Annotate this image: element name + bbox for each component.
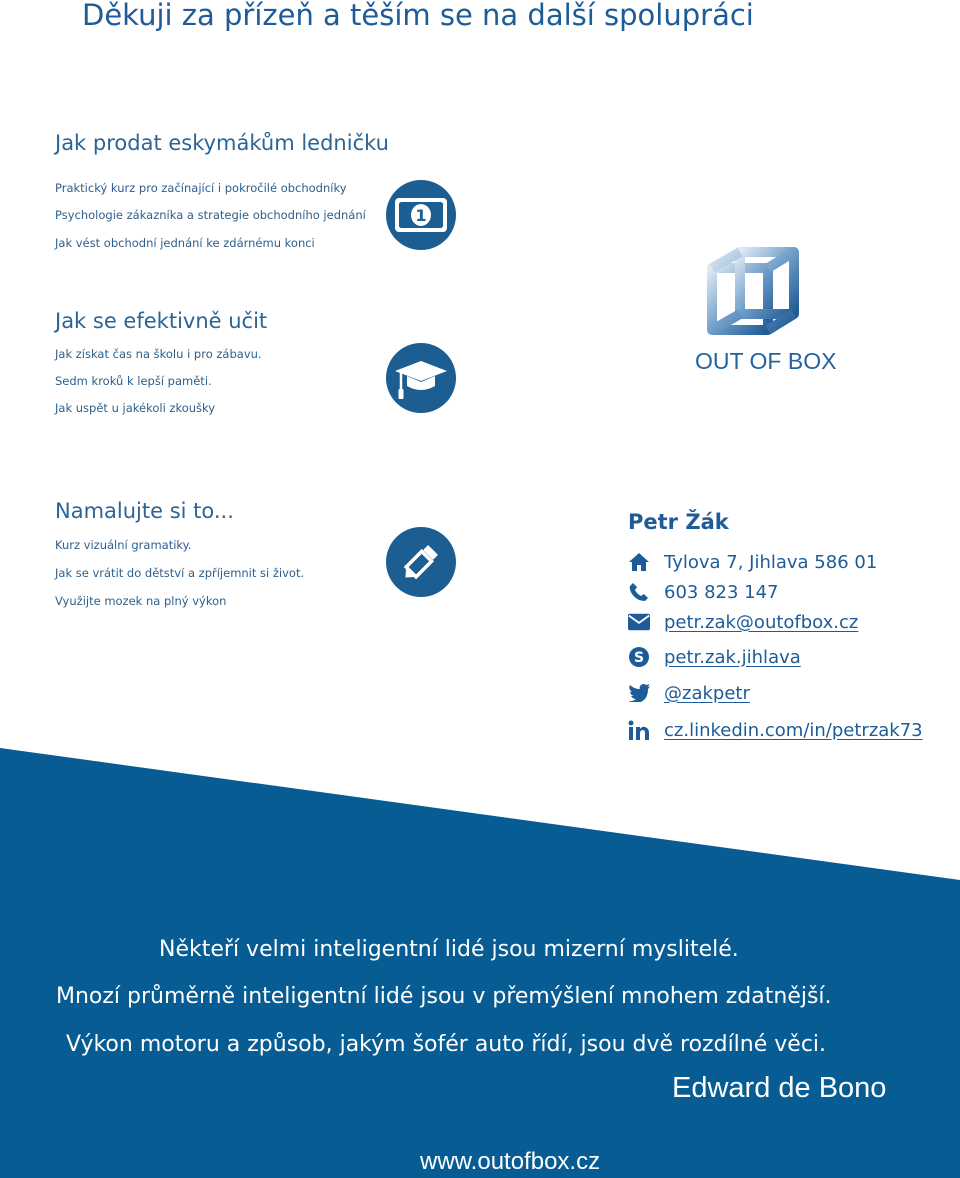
section-line: Psychologie zákazníka a strategie obchodního jednání	[55, 208, 366, 222]
contact-address: Tylova 7, Jihlava 586 01	[664, 551, 878, 573]
svg-text:1: 1	[415, 206, 427, 225]
section-title-sales: Jak prodat eskymákům ledničku	[55, 131, 389, 155]
section-line: Jak se vrátit do dětství a zpříjemnit si život.	[55, 566, 305, 580]
section-line: Jak uspět u jakékoli zkoušky	[55, 401, 216, 415]
contact-phone[interactable]: 603 823 147	[664, 581, 779, 603]
quote-line: Výkon motoru a způsob, jakým šofér auto řídí, jsou dvě rozdílné věci.	[66, 1032, 827, 1057]
section-line: Kurz vizuální gramatiky.	[55, 538, 192, 552]
out-of-box-wordmark: OUT OF BOX	[695, 348, 837, 374]
quote-line: Někteří velmi inteligentní lidé jsou mizerní myslitelé.	[159, 937, 739, 962]
section-line: Jak vést obchodní jednání ke zdárnému konci	[55, 236, 315, 250]
svg-text:S: S	[633, 650, 645, 666]
quote-author: Edward de Bono	[672, 1072, 887, 1104]
section-title-learning: Jak se efektivně učit	[55, 309, 268, 333]
contact-linkedin-link[interactable]: cz.linkedin.com/in/petrzak73	[664, 719, 923, 741]
section-title-drawing: Namalujte si to...	[55, 499, 234, 523]
section-line: Sedm kroků k lepší paměti.	[55, 374, 212, 388]
section-line: Jak získat čas na školu i pro zábavu.	[55, 347, 262, 361]
contact-name: Petr Žák	[628, 510, 729, 534]
contact-email-link[interactable]: petr.zak@outofbox.cz	[664, 611, 859, 633]
contact-twitter-link[interactable]: @zakpetr	[664, 682, 750, 704]
quote-line: Mnozí průměrně inteligentní lidé jsou v přemýšlení mnohem zdatnější.	[56, 984, 832, 1009]
section-line: Praktický kurz pro začínající i pokročilé obchodníky	[55, 181, 347, 195]
website-link[interactable]: www.outofbox.cz	[420, 1148, 601, 1175]
page-title: Děkuji za přízeň a těším se na další spolupráci	[82, 0, 754, 32]
section-line: Využijte mozek na plný výkon	[55, 594, 227, 608]
contact-skype-link[interactable]: petr.zak.jihlava	[664, 646, 801, 668]
